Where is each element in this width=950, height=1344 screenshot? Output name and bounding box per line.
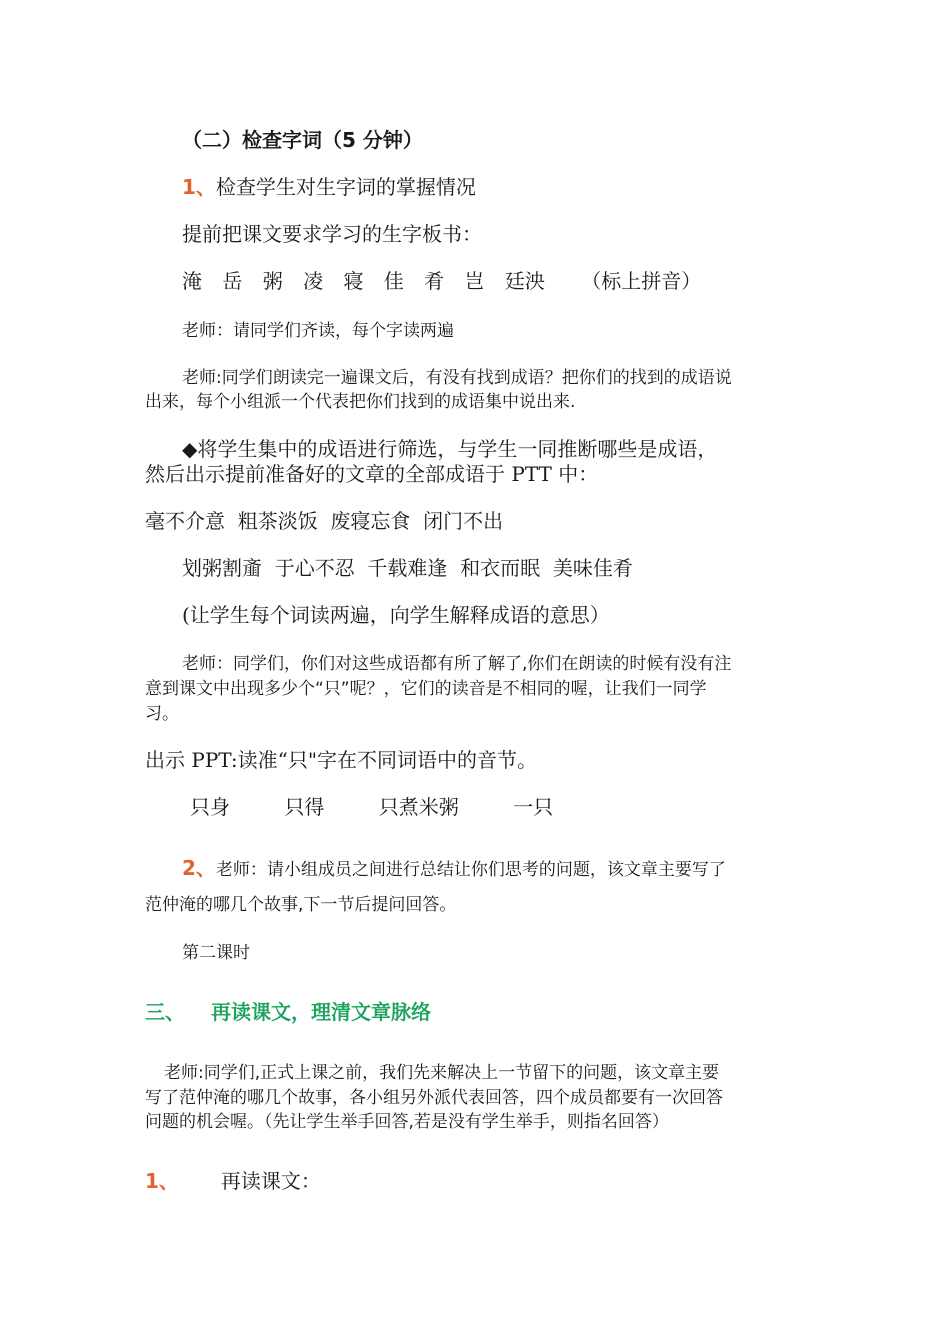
teacher-instruction-2-line1: 老师:同学们朗读完一遍课文后，有没有找到成语？把你们的找到的成语说 xyxy=(182,368,732,388)
char: 佳 xyxy=(383,269,404,293)
zhi-word: 只煮米粥 xyxy=(378,795,459,819)
item-3 xyxy=(145,1165,321,1194)
item-1-number: 1、 xyxy=(182,175,216,199)
filter-line2: 然后出示提前准备好的文章的全部成语于 PTT 中： xyxy=(145,462,599,486)
char: 粥 xyxy=(262,269,283,293)
teacher-instruction-4-line3: 问题的机会喔。（先让学生举手回答,若是没有学生举手，则指名回答） xyxy=(145,1112,669,1132)
item-2-number: 2、 xyxy=(182,856,216,880)
zhi-word: 一只 xyxy=(513,795,554,819)
char: 廷泱 xyxy=(504,269,545,293)
idioms-row-2: 划粥割齑 于心不忍 千载难逢 和衣而眠 美味佳肴 xyxy=(182,556,633,580)
filter-line1: ◆将学生集中的成语进行筛选，与学生一同推断哪些是成语， xyxy=(182,437,718,461)
board-intro: 提前把课文要求学习的生字板书： xyxy=(182,222,482,246)
second-lesson-label: 第二课时 xyxy=(182,943,250,963)
char: 凌 xyxy=(303,269,324,293)
teacher-instruction-3-line2: 意到课文中出现多少个“只”呢？，它们的读音是不相同的喔，让我们一同学 xyxy=(145,679,707,699)
idioms-row-1: 毫不介意 粗茶淡饭 废寝忘食 闭门不出 xyxy=(145,509,504,533)
char: 岳 xyxy=(222,269,243,293)
teacher-instruction-1: 老师：请同学们齐读，每个字读两遍 xyxy=(182,321,454,341)
new-characters-row xyxy=(182,265,715,294)
char: 寝 xyxy=(343,269,364,293)
teacher-instruction-4-line2: 写了范仲淹的哪几个故事，各小组另外派代表回答，四个成员都要有一次回答 xyxy=(145,1088,723,1108)
section-3-title: 再读课文，理清文章脉络 xyxy=(211,1000,431,1024)
char: 淹 xyxy=(182,269,202,293)
item-1-text: 检查学生对生字词的掌握情况 xyxy=(215,175,476,199)
teacher-instruction-3-line3: 习。 xyxy=(145,704,179,724)
section-3-number: 三、 xyxy=(145,1000,185,1024)
item-1 xyxy=(182,171,476,200)
chars-note: （标上拼音） xyxy=(581,269,702,293)
item-2-line1 xyxy=(182,852,726,881)
zhi-words-row xyxy=(190,791,643,820)
item-2-text: 老师：请小组成员之间进行总结让你们思考的问题，该文章主要写了 xyxy=(215,860,726,880)
teacher-instruction-4-line1: 老师:同学们,正式上课之前，我们先来解决上一节留下的问题，该文章主要 xyxy=(164,1063,720,1083)
item-3-text: 再读课文： xyxy=(220,1169,321,1193)
section-heading-3 xyxy=(145,996,431,1025)
zhi-word: 只得 xyxy=(284,795,325,819)
char: 岂 xyxy=(464,269,485,293)
char: 肴 xyxy=(424,269,445,293)
item-2-line2: 范仲淹的哪几个故事,下一节后提问回答。 xyxy=(145,895,457,915)
section-heading-2: （二）检查字词（5 分钟） xyxy=(182,128,423,152)
ppt-line: 出示 PPT:读准“只"字在不同词语中的音节。 xyxy=(145,748,538,772)
teacher-instruction-2-line2: 出来，每个小组派一个代表把你们找到的成语集中说出来. xyxy=(145,392,576,412)
zhi-word: 只身 xyxy=(190,795,230,819)
teacher-instruction-3-line1: 老师：同学们，你们对这些成语都有所了解了,你们在朗读的时候有没有注 xyxy=(182,654,732,674)
item-3-number: 1、 xyxy=(145,1169,179,1193)
idioms-note: (让学生每个词读两遍，向学生解释成语的意思） xyxy=(182,603,610,627)
